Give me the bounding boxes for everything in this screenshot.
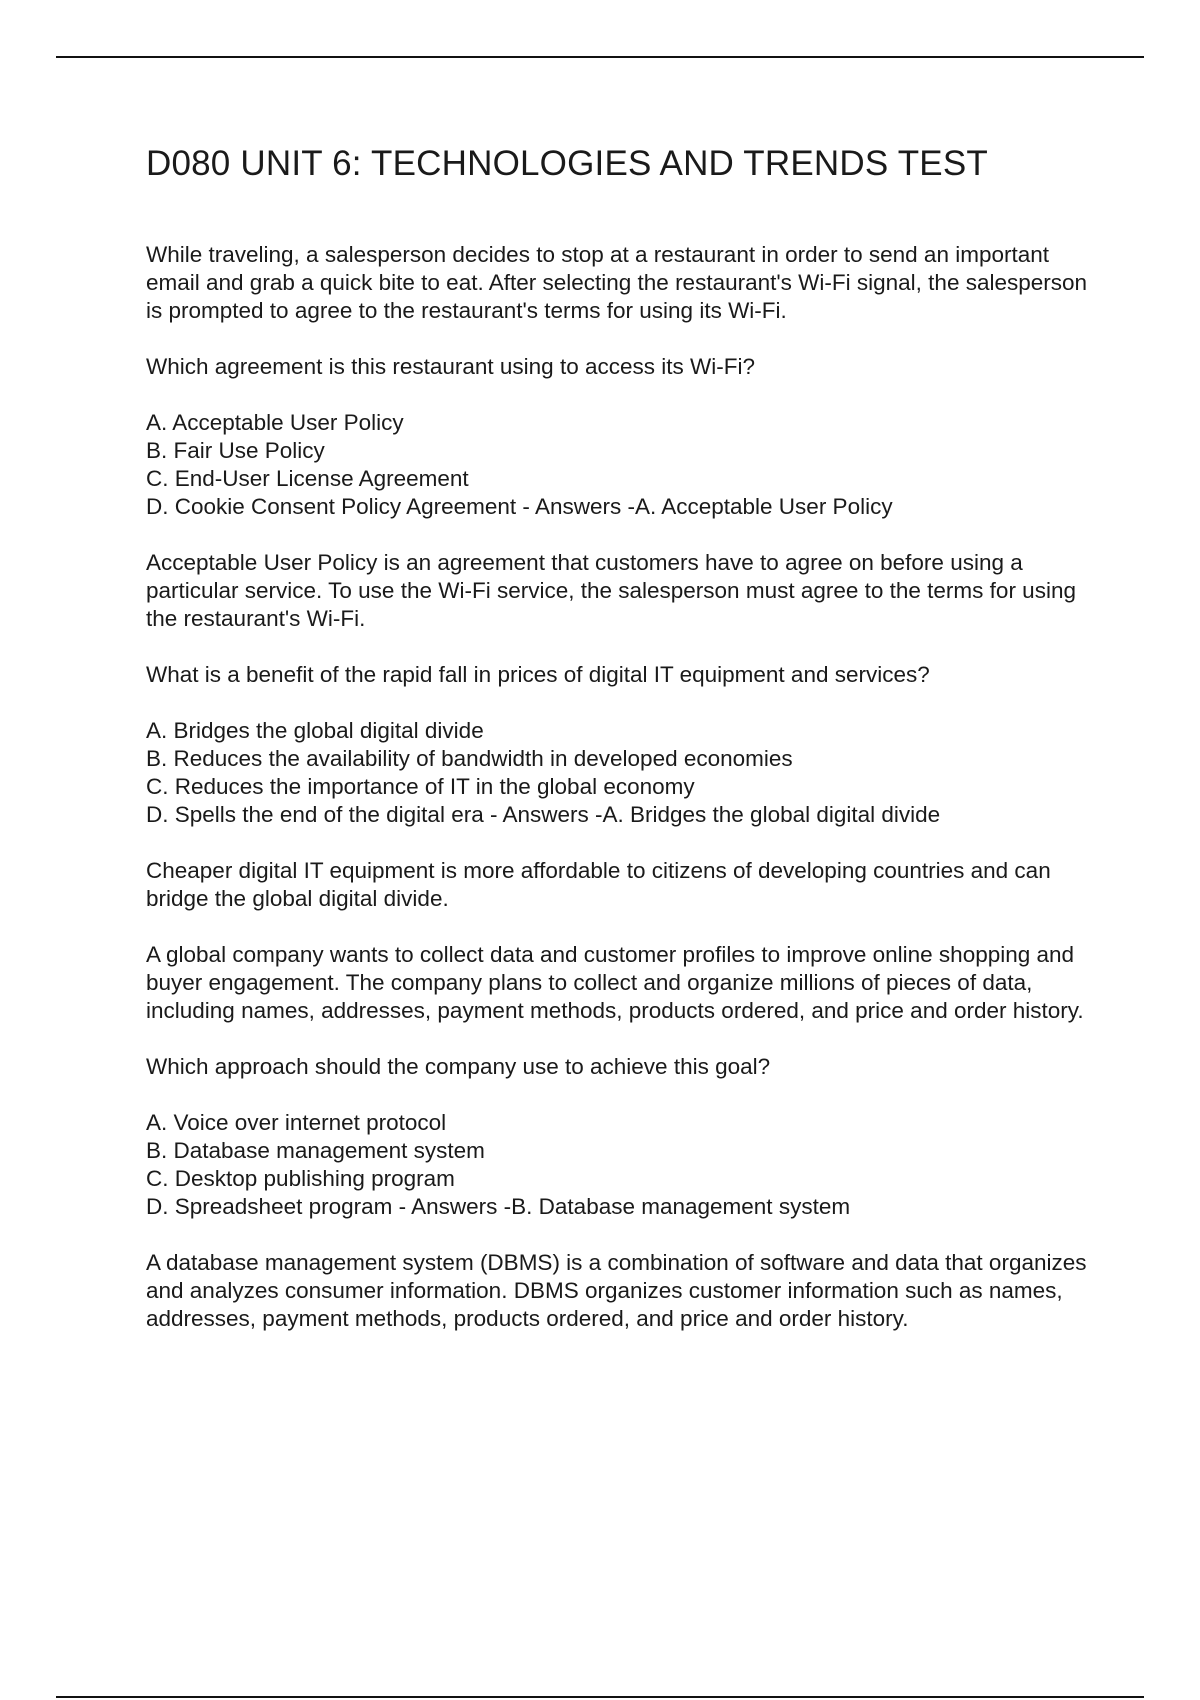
q3-options — [146, 1109, 1106, 1221]
question-1 — [146, 241, 1106, 633]
q3-scenario: A global company wants to collect data and customer profiles to improve online shopping and buyer engagement. The company plans to collect and organize millions of pieces of data, including names, addresses, payment methods, products ordered, and price and order history. — [146, 942, 1084, 1023]
document-title: D080 UNIT 6: TECHNOLOGIES AND TRENDS TEST — [146, 144, 988, 183]
q1-scenario: While traveling, a salesperson decides to stop at a restaurant in order to send an important email and grab a quick bite to eat. After selecting the restaurant's Wi-Fi signal, the salesperson is prompted to agree to the restaurant's terms for using its Wi-Fi. — [146, 242, 1088, 323]
q1-option-b: B. Fair Use Policy — [146, 438, 325, 463]
q3-option-a: A. Voice over internet protocol — [146, 1110, 447, 1135]
q2-question: What is a benefit of the rapid fall in prices of digital IT equipment and services? — [146, 662, 930, 687]
q3-option-d-answer: D. Spreadsheet program - Answers -B. Database management system — [146, 1194, 851, 1219]
q2-option-b: B. Reduces the availability of bandwidth in developed economies — [146, 746, 793, 771]
top-divider — [56, 56, 1144, 58]
q1-option-d-answer: D. Cookie Consent Policy Agreement - Answers -A. Acceptable User Policy — [146, 494, 893, 519]
q2-option-a: A. Bridges the global digital divide — [146, 718, 484, 743]
q2-option-c: C. Reduces the importance of IT in the global economy — [146, 774, 695, 799]
q1-question: Which agreement is this restaurant using to access its Wi-Fi? — [146, 354, 755, 379]
q2-option-d-answer: D. Spells the end of the digital era - Answers -A. Bridges the global digital divide — [146, 802, 941, 827]
q3-option-b: B. Database management system — [146, 1138, 485, 1163]
question-3 — [146, 941, 1106, 1333]
question-2 — [146, 661, 1106, 913]
document-body — [146, 140, 1106, 1361]
q3-explanation: A database management system (DBMS) is a combination of software and data that organizes and analyzes consumer information. DBMS organizes customer information such as names, addresses, payment methods, products ordered, and price and order history. — [146, 1250, 1087, 1331]
q1-options — [146, 409, 1106, 521]
q2-explanation: Cheaper digital IT equipment is more affordable to citizens of developing countries and can bridge the global digital divide. — [146, 858, 1051, 911]
q3-option-c: C. Desktop publishing program — [146, 1166, 455, 1191]
q1-explanation: Acceptable User Policy is an agreement that customers have to agree on before using a particular service. To use the Wi-Fi service, the salesperson must agree to the terms for using the restaurant's Wi-Fi. — [146, 550, 1076, 631]
bottom-divider — [56, 1696, 1144, 1698]
q3-question: Which approach should the company use to achieve this goal? — [146, 1054, 771, 1079]
q1-option-c: C. End-User License Agreement — [146, 466, 469, 491]
q1-option-a: A. Acceptable User Policy — [146, 410, 404, 435]
q2-options — [146, 717, 1106, 829]
